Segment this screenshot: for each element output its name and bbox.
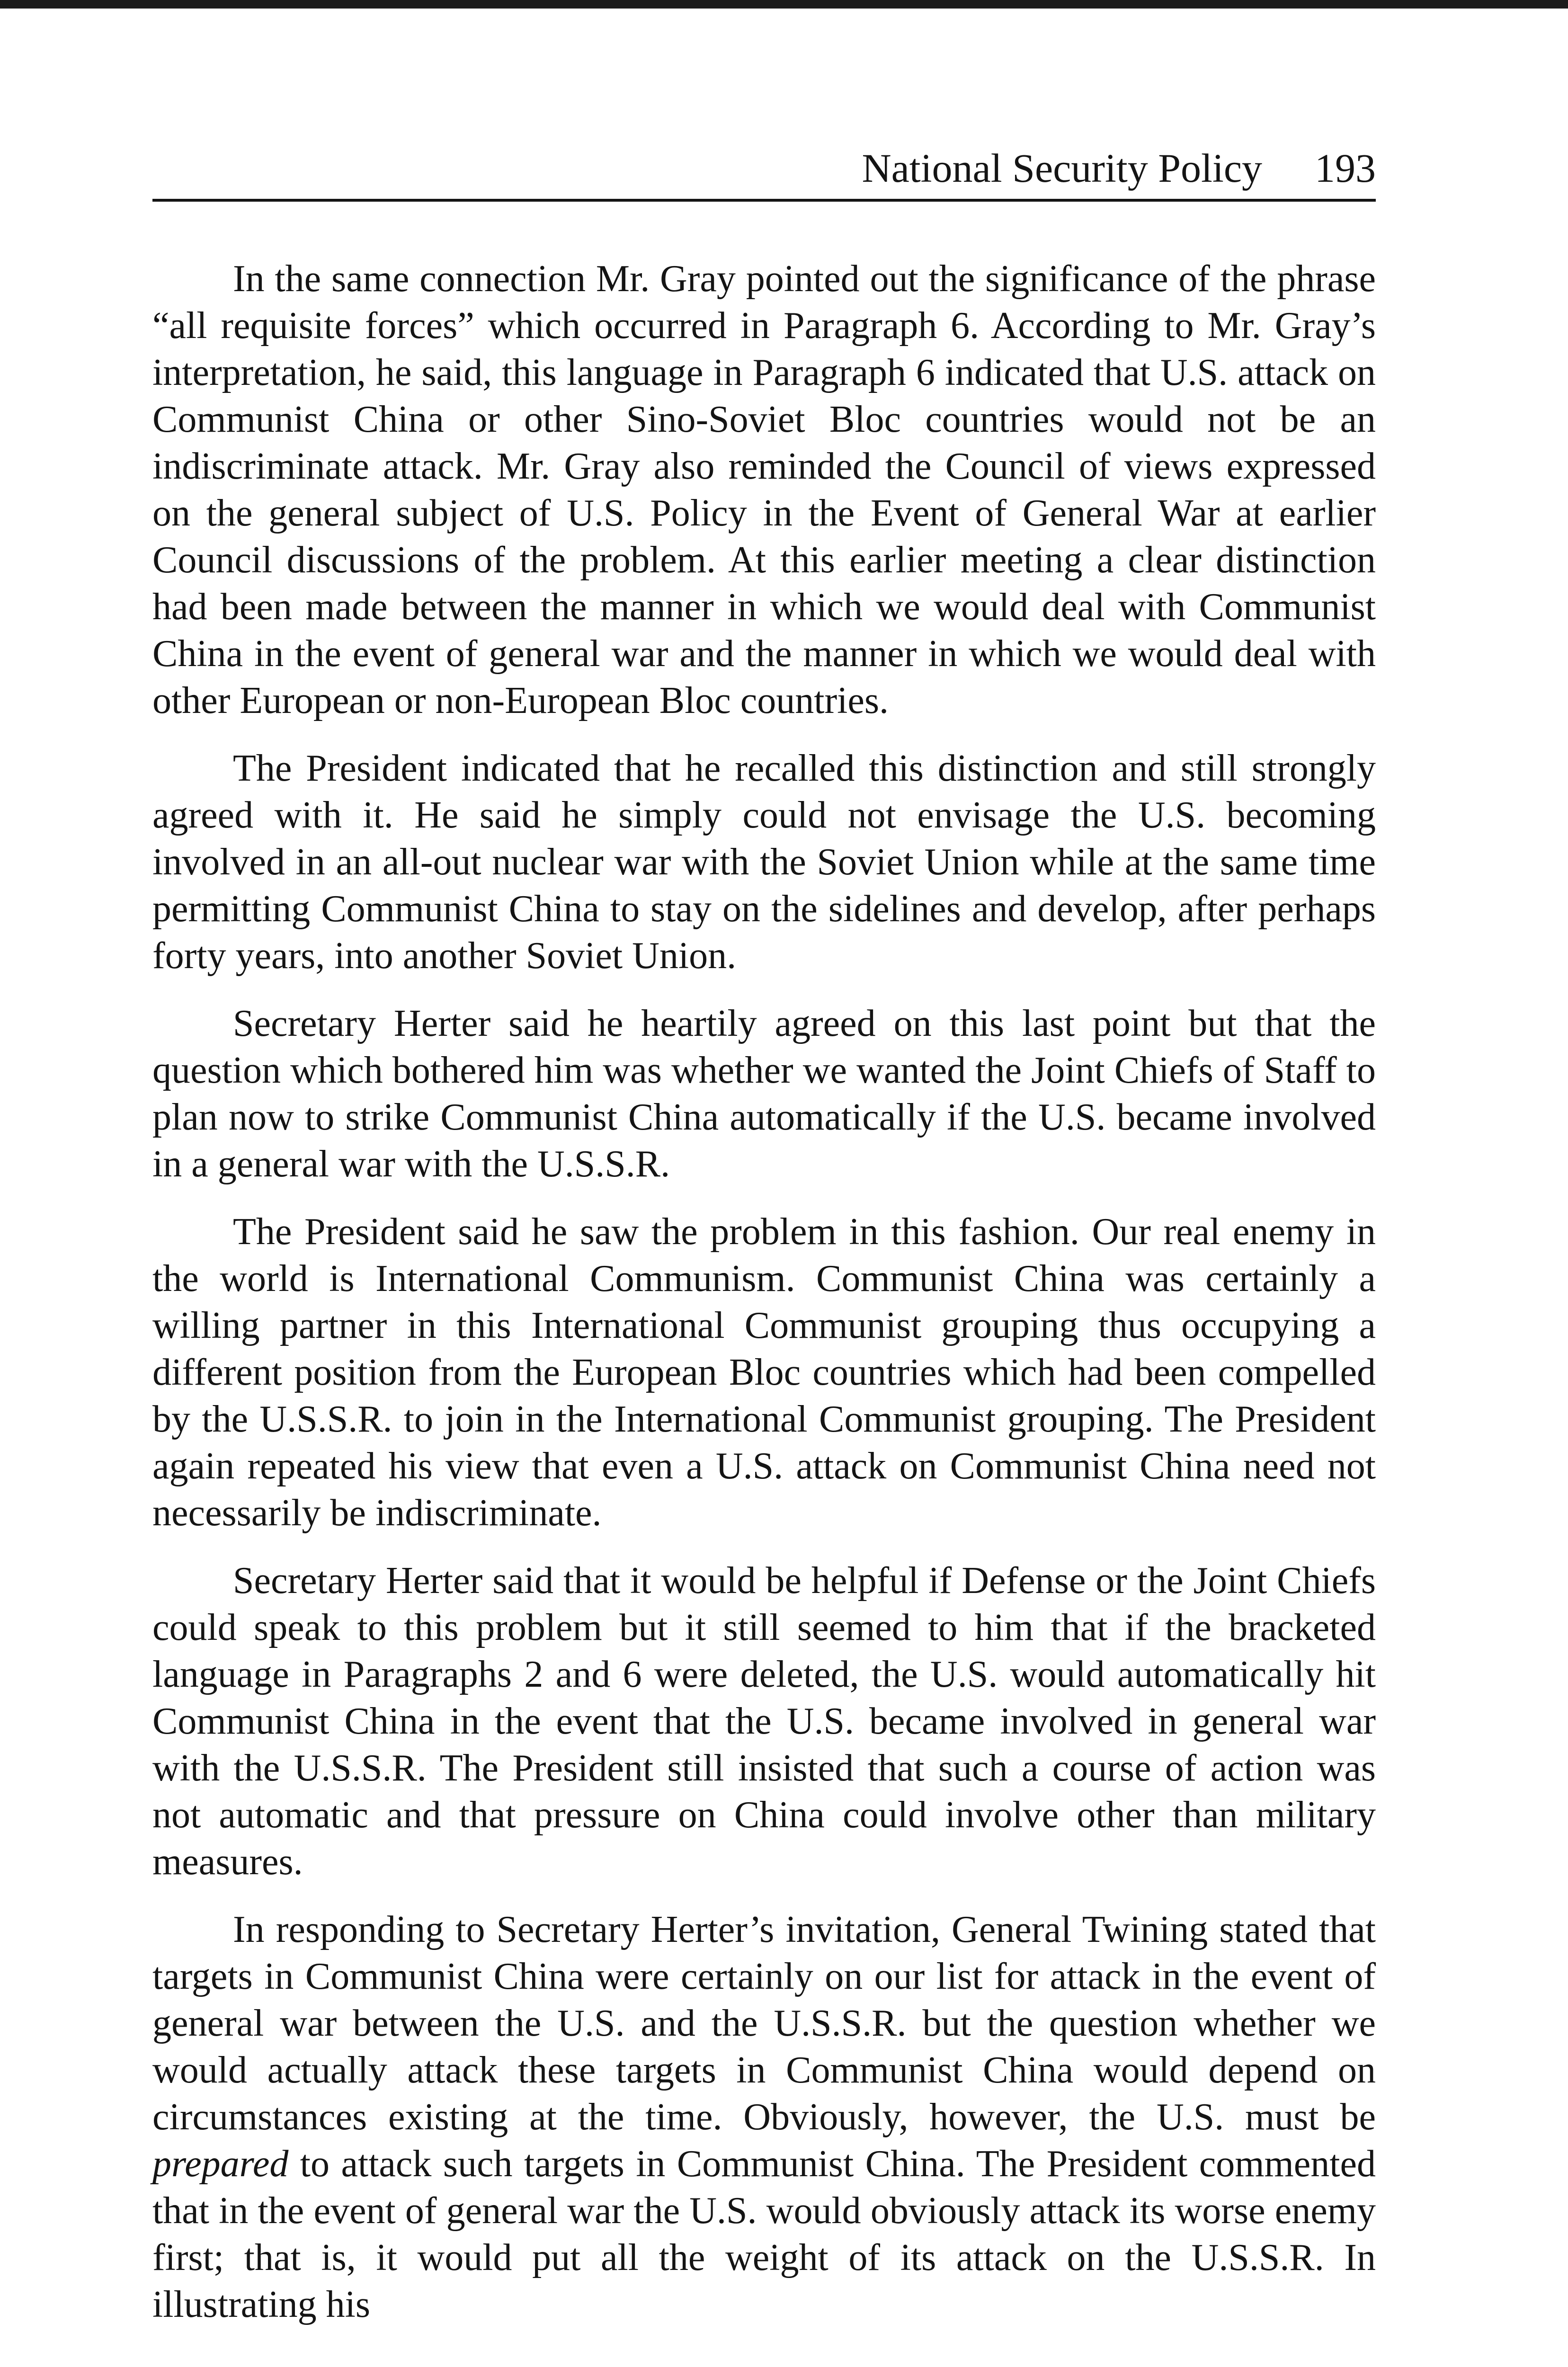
paragraph-twining-targets	[152, 1906, 1376, 2328]
header-rule	[152, 199, 1376, 202]
paragraph-herter-question: Secretary Herter said he heartily agreed on this last point but that the question which bothered him was whether we wanted the Joint Chiefs of Staff to plan now to strike Communist China automatically if the U.S. became involved in a general war with the U.S.S.R.	[152, 1003, 1376, 1185]
page-number: 193	[1315, 145, 1376, 191]
emphasized-word: prepared	[152, 2143, 289, 2185]
paragraph-text-before-emphasis: In responding to Secretary Herter’s invitation, General Twining stated that targets in Communist China were certainly on our list for attack in the event of general war between the U.S. and the U.S.S.R. but the question whether we would actually attack these targets in Communist China would depend on circumstances existing at the time. Obviously, however, the U.S. must be	[152, 1909, 1376, 2138]
paragraph-gray-interpretation: In the same connection Mr. Gray pointed out the significance of the phrase “all requisite forces” which occurred in Paragraph 6. According to Mr. Gray’s interpretation, he said, this language in Paragraph 6 indicated that U.S. attack on Communist China or other Sino-Soviet Bloc countries would not be an indiscriminate attack. Mr. Gray also reminded the Council of views expressed on the general subject of U.S. Policy in the Event of General War at earlier Council discussions of the problem. At this earlier meeting a clear distinction had been made between the manner in which we would deal with Communist China in the event of general war and the manner in which we would deal with other European or non-European Bloc countries.	[152, 258, 1376, 721]
body-text	[152, 256, 1376, 2349]
paragraph-text-after-emphasis: to attack such targets in Communist China. The President commented that in the event of general war the U.S. would obviously attack its worse enemy first; that is, it would put all the weight of its attack on the U.S.S.R. In illustrating his	[152, 2143, 1376, 2325]
paragraph-herter-bracketed-language: Secretary Herter said that it would be helpful if Defense or the Joint Chiefs could speak to this problem but it still seemed to him that if the bracketed language in Paragraphs 2 and 6 were deleted, the U.S. would automatically hit Communist China in the event that the U.S. became involved in general war with the U.S.S.R. The President still insisted that such a course of action was not automatic and that pressure on China could involve other than military measures.	[152, 1560, 1376, 1883]
paragraph-president-distinction: The President indicated that he recalled this distinction and still strongly agreed with it. He said he simply could not envisage the U.S. becoming involved in an all-out nuclear war with the Soviet Union while at the same time permitting Communist China to stay on the sidelines and develop, after perhaps forty years, into another Soviet Union.	[152, 747, 1376, 977]
running-header	[152, 142, 1376, 194]
scan-top-edge	[0, 0, 1568, 9]
running-title: National Security Policy	[862, 145, 1262, 191]
paragraph-president-international-communism: The President said he saw the problem in this fashion. Our real enemy in the world is International Communism. Communist China was certainly a willing partner in this International Communist grouping thus occupying a different position from the European Bloc countries which had been compelled by the U.S.S.R. to join in the International Communist grouping. The President again repeated his view that even a U.S. attack on Communist China need not necessarily be indiscriminate.	[152, 1211, 1376, 1534]
